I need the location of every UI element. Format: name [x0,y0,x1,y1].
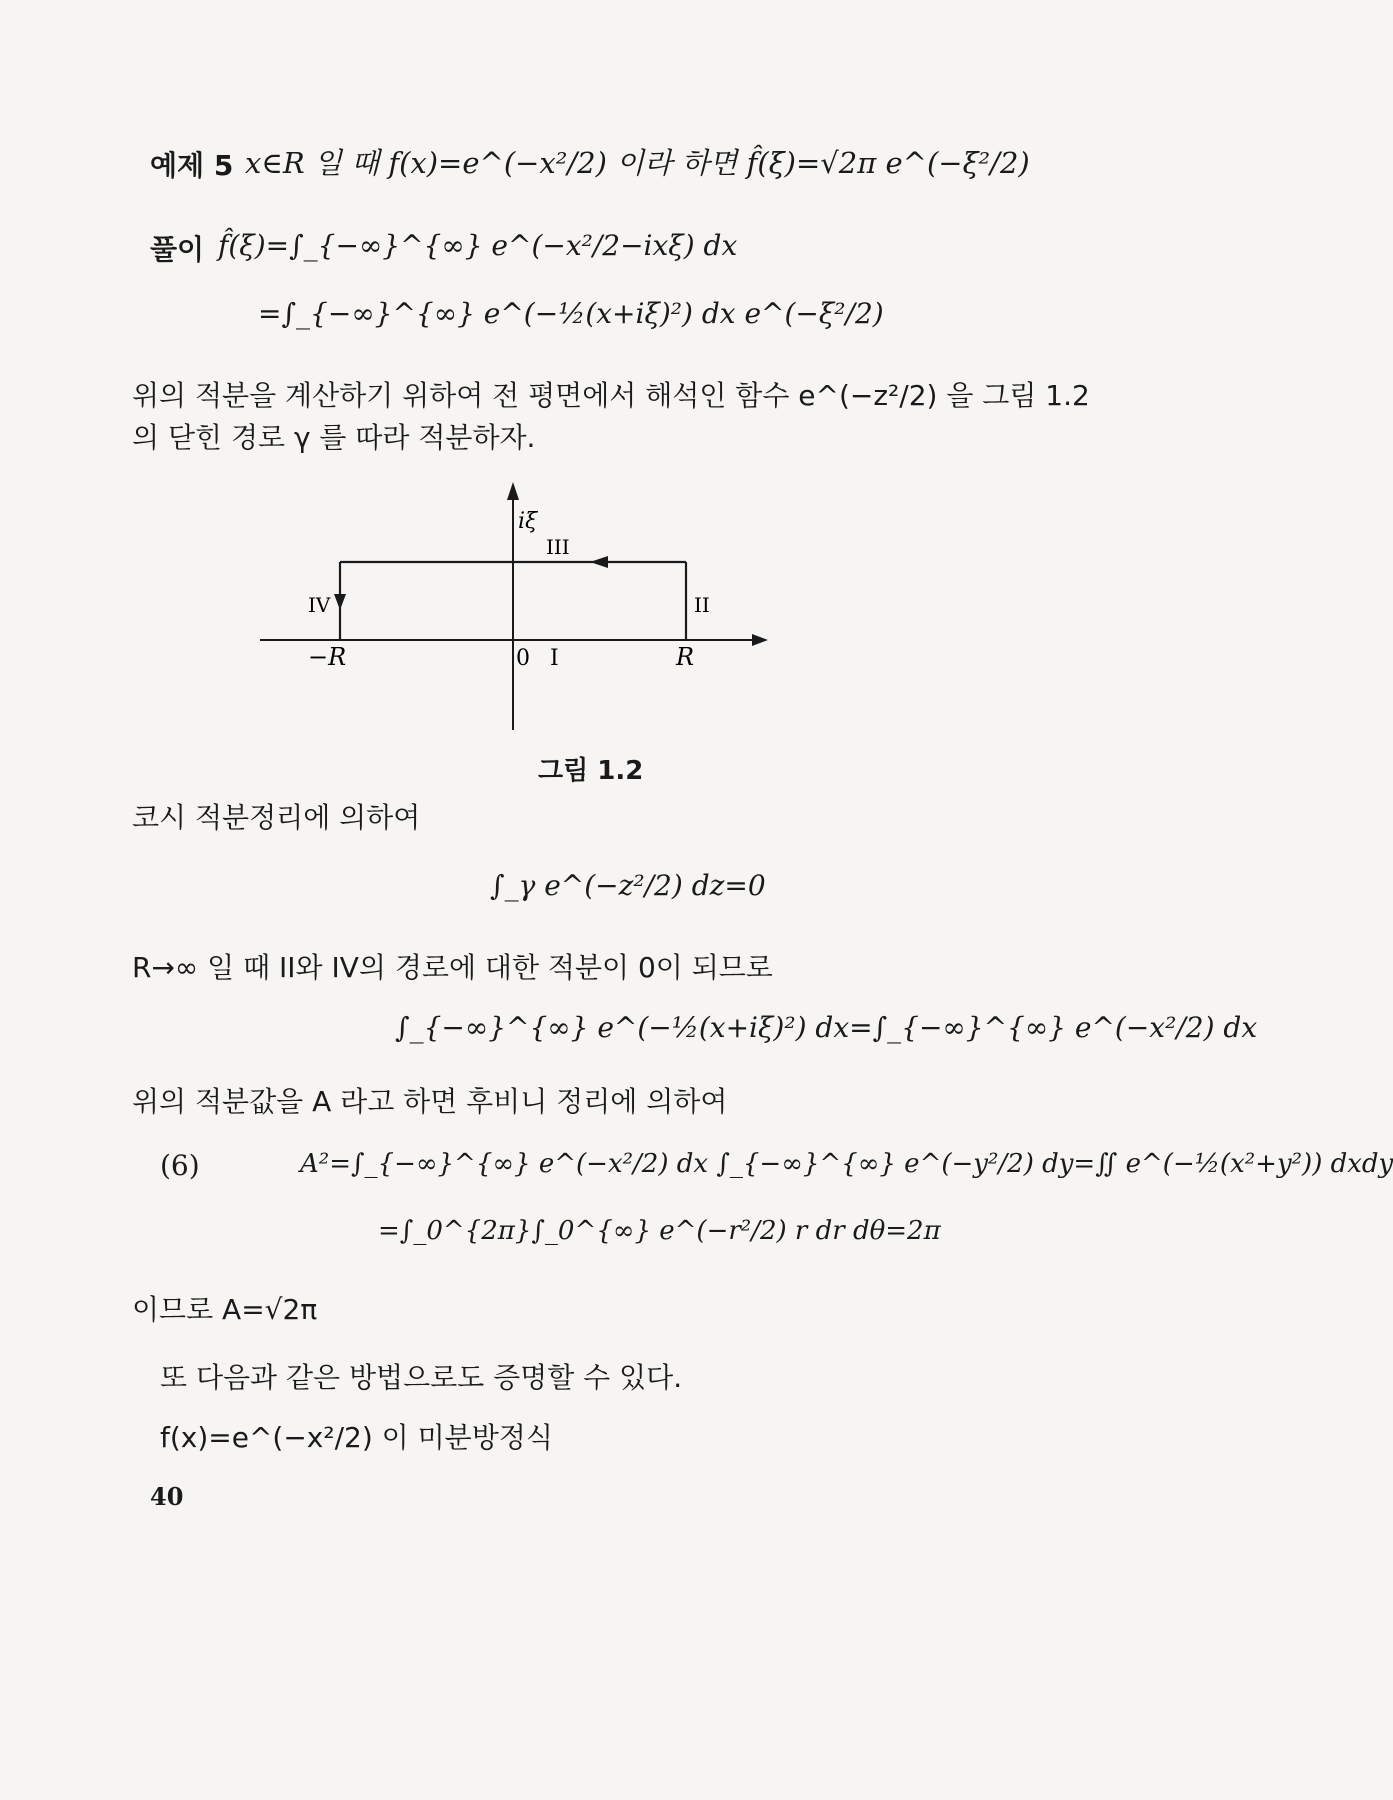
paragraph-4: 위의 적분값을 A 라고 하면 후비니 정리에 의하여 [132,1085,728,1118]
contour-figure [250,478,790,738]
paragraph-1-line-1: 위의 적분을 계산하기 위하여 전 평면에서 해석인 함수 e^(−z²/2) 을 그림 1.2 [132,379,1090,412]
paragraph-1-line-2: 의 닫힌 경로 γ 를 따라 적분하자. [132,421,536,454]
paragraph-5: 이므로 A=√2π [132,1293,318,1326]
imaginary-axis-arrow [507,482,519,500]
equation-6-line-2: =∫_0^{2π}∫_0^{∞} e^(−r²/2) r dr dθ=2π [378,1216,941,1246]
segment-left-arrow [334,594,346,610]
example-statement [245,145,1030,183]
label-seg3: III [546,535,570,559]
paragraph-7: f(x)=e^(−x²/2) 이 미분방정식 [160,1421,553,1454]
paragraph-3: R→∞ 일 때 II와 IV의 경로에 대한 적분이 0이 되므로 [132,951,773,984]
real-axis-arrow [752,634,768,646]
label-right: R [676,643,695,671]
paragraph-6: 또 다음과 같은 방법으로도 증명할 수 있다. [160,1361,683,1394]
equation-6-line-1: A²=∫_{−∞}^{∞} e^(−x²/2) dx ∫_{−∞}^{∞} e^(−y²/2) dy=∬ e^(−½(x²+y²)) dxdy [300,1149,1393,1179]
solution-line-1: f̂(ξ)=∫_{−∞}^{∞} e^(−x²/2−ixξ) dx [218,229,738,262]
example-heading [150,148,233,184]
figure-caption: 그림 1.2 [538,756,644,786]
paragraph-2: 코시 적분정리에 의하여 [132,801,421,834]
equation-cauchy: ∫_γ e^(−z²/2) dz=0 [490,869,766,902]
example-text: x∈R 일 때 f(x)=e^(−x²/2) 이라 하면 f̂(ξ)=√2π e^(−ξ²/2) [245,146,1030,180]
label-origin: 0 [516,646,530,671]
equation-limit: ∫_{−∞}^{∞} e^(−½(x+iξ)²) dx=∫_{−∞}^{∞} e^(−x²/2) dx [395,1011,1258,1044]
solution-label: 풀이 [150,233,205,266]
label-seg4: IV [308,593,331,617]
solution-line-2: =∫_{−∞}^{∞} e^(−½(x+iξ)²) dx e^(−ξ²/2) [258,297,884,330]
label-left: −R [308,643,347,671]
page-number: 40 [150,1482,184,1511]
label-seg1: I [550,646,559,671]
solution-heading [150,232,204,268]
label-seg2: II [694,593,710,617]
segment-top-arrow [590,556,608,568]
equation-6-number: (6) [160,1149,200,1182]
example-label: 예제 5 [150,149,234,182]
label-yaxis: iξ [518,509,538,534]
